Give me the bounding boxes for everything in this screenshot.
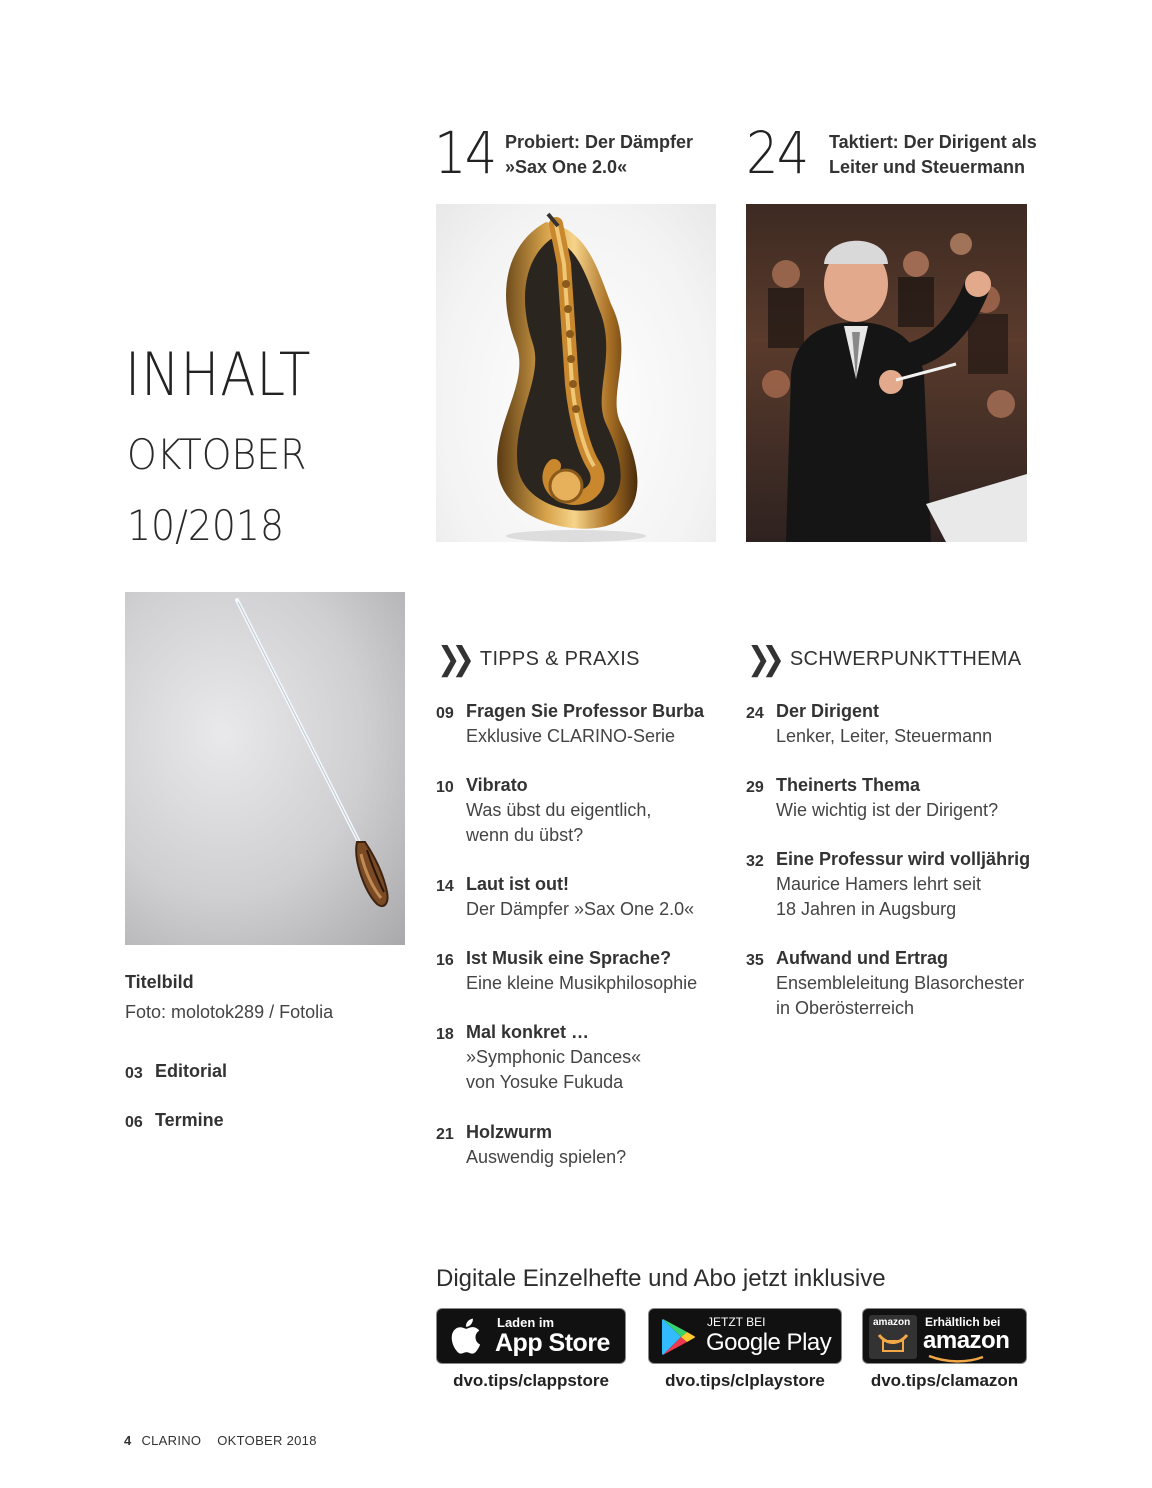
toc-entry[interactable]: [436, 1120, 726, 1170]
google-play-badge[interactable]: [648, 1308, 842, 1364]
toc-entry[interactable]: [746, 946, 1046, 1021]
section-label: TIPPS & PRAXIS: [479, 647, 640, 670]
toc-page-number: 24: [746, 705, 764, 722]
toc-title: Der Dirigent: [776, 701, 880, 721]
saxophone-mute-photo: [436, 204, 716, 542]
toc-subtitle: Lenker, Leiter, Steuermann: [776, 726, 993, 746]
toc-subtitle: Eine kleine Musikphilosophie: [466, 973, 698, 993]
promo-heading: Digitale Einzelhefte und Abo jetzt inklusive: [436, 1265, 886, 1292]
feature-number: 14: [434, 119, 496, 187]
toc-entry[interactable]: [436, 699, 726, 749]
toc-title: Fragen Sie Professor Burba: [466, 701, 705, 721]
page-title: INHALT: [125, 340, 312, 410]
issue-number: 10/2018: [127, 501, 285, 550]
toc-entry[interactable]: [746, 699, 1046, 749]
toc-page-number: 09: [436, 705, 454, 722]
toc-page-number: 29: [746, 779, 764, 796]
toc-entry[interactable]: [436, 773, 726, 848]
footer-page-number: 4: [124, 1433, 132, 1448]
toc-entry[interactable]: [436, 1020, 726, 1095]
toc-subtitle: Wie wichtig ist der Dirigent?: [776, 800, 999, 820]
footer-magazine: CLARINO: [141, 1433, 202, 1448]
toc-subtitle: Was übst du eigentlich, wenn du übst?: [466, 800, 652, 845]
toc-subtitle: Maurice Hamers lehrt seit 18 Jahren in Augsburg: [776, 874, 982, 919]
toc-entry[interactable]: [436, 946, 726, 996]
apple-icon: [451, 1318, 481, 1354]
baton-illustration: [125, 592, 405, 945]
toc-title: Editorial: [155, 1061, 228, 1081]
toc-page-number: 03: [125, 1065, 143, 1082]
feature-title-line: »Sax One 2.0«: [505, 157, 628, 177]
feature-title-line: Probiert: Der Dämpfer: [505, 132, 694, 152]
amazon-smile-icon: [927, 1355, 987, 1363]
issue-month: OKTOBER: [127, 430, 307, 479]
toc-entry[interactable]: [746, 847, 1046, 922]
double-chevron-icon: ❯❯: [437, 640, 466, 677]
toc-subtitle: Ensembleleitung Blasorchester in Oberösterreich: [776, 973, 1025, 1018]
toc-subtitle: Auswendig spielen?: [466, 1147, 627, 1167]
badge-top-text: Erhältlich bei: [925, 1315, 1001, 1329]
section-header-schwerpunkt: [747, 640, 1022, 677]
amazon-logo-text: amazon: [873, 1317, 911, 1328]
feature-number: 24: [746, 119, 808, 187]
toc-entry[interactable]: [436, 872, 726, 922]
google-play-link[interactable]: dvo.tips/clplaystore: [665, 1371, 825, 1390]
badge-top-text: Laden im: [497, 1315, 555, 1330]
section-label: SCHWERPUNKTTHEMA: [789, 647, 1022, 670]
feature-title-line: Taktiert: Der Dirigent als: [829, 132, 1037, 152]
toc-title: Laut ist out!: [466, 874, 569, 894]
toc-title: Mal konkret …: [466, 1022, 590, 1042]
badge-main-text: amazon: [923, 1327, 1010, 1354]
toc-title: Ist Musik eine Sprache?: [466, 948, 672, 968]
toc-title: Termine: [155, 1110, 224, 1130]
toc-page-number: 32: [746, 853, 764, 870]
section-header-tipps: [437, 640, 640, 677]
toc-page-number: 16: [436, 952, 454, 969]
double-chevron-icon: ❯❯: [747, 640, 776, 677]
badge-main-text: Google Play: [706, 1329, 832, 1356]
toc-page-number: 14: [436, 878, 454, 895]
toc-page-number: 35: [746, 952, 764, 969]
cover-credit: Foto: molotok289 / Fotolia: [125, 1002, 334, 1022]
toc-title: Aufwand und Ertrag: [776, 948, 948, 968]
badge-top-text: JETZT BEI: [707, 1315, 766, 1329]
toc-page-number: 06: [125, 1114, 143, 1131]
google-play-icon: [661, 1318, 697, 1356]
amazon-app-logo: [869, 1315, 917, 1359]
toc-page-number: 10: [436, 779, 454, 796]
cover-photo: [125, 592, 405, 945]
conductor-illustration: [746, 204, 1027, 542]
toc-subtitle: Der Dämpfer »Sax One 2.0«: [466, 899, 695, 919]
feature-title-line: Leiter und Steuermann: [829, 157, 1026, 177]
toc-subtitle: »Symphonic Dances« von Yosuke Fukuda: [466, 1047, 642, 1092]
toc-page-number: 18: [436, 1026, 454, 1043]
amazon-cart-icon: [877, 1331, 909, 1355]
cover-label: Titelbild: [125, 972, 194, 992]
footer-issue: OKTOBER 2018: [217, 1433, 317, 1448]
amazon-badge[interactable]: [862, 1308, 1027, 1364]
amazon-link[interactable]: dvo.tips/clamazon: [870, 1371, 1019, 1390]
toc-title: Vibrato: [466, 775, 528, 795]
toc-entry[interactable]: [125, 1108, 375, 1136]
feature-title: [505, 130, 693, 180]
toc-title: Eine Professur wird volljährig: [776, 849, 1031, 869]
app-store-badge[interactable]: [436, 1308, 626, 1364]
conductor-photo: [746, 204, 1027, 542]
badge-main-text: App Store: [495, 1329, 610, 1357]
toc-title: Holzwurm: [466, 1122, 553, 1142]
saxophone-illustration: [436, 204, 716, 542]
toc-subtitle: Exklusive CLARINO-Serie: [466, 726, 676, 746]
page-footer: [124, 1433, 317, 1448]
toc-title: Theinerts Thema: [776, 775, 921, 795]
toc-entry[interactable]: [125, 1059, 375, 1087]
toc-entry[interactable]: [746, 773, 1046, 823]
toc-page-number: 21: [436, 1126, 454, 1143]
feature-title: [829, 130, 1037, 180]
app-store-link[interactable]: dvo.tips/clappstore: [453, 1371, 609, 1390]
